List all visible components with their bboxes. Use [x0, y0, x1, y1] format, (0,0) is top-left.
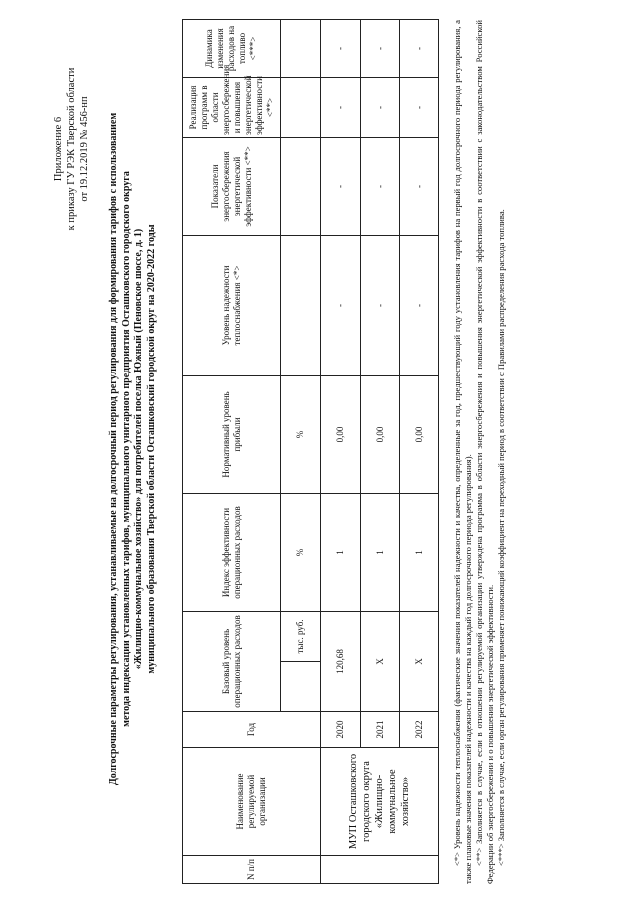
footnotes — [452, 20, 507, 884]
cell-base: 120,68 — [321, 611, 361, 711]
cell-energy: - — [400, 137, 439, 235]
appendix-block — [52, 24, 91, 274]
cell-programs: - — [400, 77, 439, 137]
units-programs — [281, 77, 321, 137]
table-row — [321, 19, 361, 883]
footnote-3: <***> Заполняется в случае, если орган регулирования применяет понижающий коэффициент на переходный период в соответствии с Правилами распределения расхода топлива. — [496, 209, 506, 866]
cell-index: 1 — [400, 493, 439, 611]
footnote-2: <**> Заполняется в случае, если в отношении регулируемой организации утверждена программа в области энергосбережения и повышения энергетической эффективности в соответствии с законодательством Российской Федерации об энергосбережении и о повышении энергетической эффективности. — [474, 20, 495, 884]
cell-reliability: - — [321, 235, 361, 375]
cell-fuel: - — [321, 19, 361, 77]
cell-energy: - — [361, 137, 400, 235]
cell-reliability: - — [361, 235, 400, 375]
cell-year: 2021 — [361, 712, 400, 748]
footnote-1: <*> Уровень надежности теплоснабжения (фактические значения показателей надежности и качества, определенные за год, предшествующий году установления тарифов на первый год долгосрочного периода регулирования, а также плановые значения показателей надежности и качества на каждый год долгосрочного периода регулирования). — [452, 20, 473, 884]
cell-year: 2022 — [400, 712, 439, 748]
cell-fuel: - — [361, 19, 400, 77]
header-year: Год — [183, 712, 321, 748]
header-reliability: Уровень надежности теплоснабжения <*> — [183, 235, 281, 375]
appendix-line-2: к приказу ГУ РЭК Тверской области — [66, 67, 77, 231]
row-num — [321, 856, 439, 884]
org-name: МУП Осташковского городского округа «Жилищно-коммунальное хозяйство» — [321, 748, 439, 856]
header-fuel: Динамика изменения расходов на топливо <***> — [183, 19, 281, 77]
units-base-spacer — [281, 662, 321, 712]
cell-base: Х — [400, 611, 439, 711]
units-profit: % — [281, 375, 321, 493]
header-index: Индекс эффективности операционных расходов — [183, 493, 281, 611]
cell-fuel: - — [400, 19, 439, 77]
header-profit: Нормативный уровень прибыли — [183, 375, 281, 493]
cell-index: 1 — [361, 493, 400, 611]
appendix-line-3: от 19.12.2019 № 456-нп — [79, 96, 90, 202]
cell-profit: 0,00 — [321, 375, 361, 493]
units-reliability — [281, 235, 321, 375]
title-line-1: Долгосрочные параметры регулирования, устанавливаемые на долгосрочный период регулирования для формирования тарифов с использованием — [108, 112, 119, 786]
units-energy — [281, 137, 321, 235]
header-org: Наименование регулируемой организации — [183, 748, 321, 856]
title-line-2: метода индексации установленных тарифов, муниципального унитарного предприятия Осташковского городского округа — [120, 171, 132, 727]
parameters-table — [182, 19, 439, 884]
cell-energy: - — [321, 137, 361, 235]
title-line-4: муниципального образования Тверской области Осташковский городской округ на 2020-2022 годы — [145, 224, 157, 674]
cell-reliability: - — [400, 235, 439, 375]
header-num: N п/п — [183, 856, 321, 884]
cell-profit: 0,00 — [361, 375, 400, 493]
header-energy: Показатели энергосбережения энергетической эффективности <**> — [183, 137, 281, 235]
cell-year: 2020 — [321, 712, 361, 748]
header-row — [183, 19, 281, 883]
cell-profit: 0,00 — [400, 375, 439, 493]
title-line-3: «Жилищно-коммунальное хозяйство» для потребителей поселка Южный (Пеновское шоссе, д. 1) — [133, 228, 144, 670]
document-title — [108, 104, 158, 794]
cell-programs: - — [321, 77, 361, 137]
units-fuel — [281, 19, 321, 77]
header-programs: Реализация программ в области энергосбережения и повышения энергетической эффективности <**> — [183, 77, 281, 137]
header-base: Базовый уровень операционных расходов — [183, 611, 281, 711]
units-index: % — [281, 493, 321, 611]
cell-index: 1 — [321, 493, 361, 611]
units-base: тыс. руб. — [281, 611, 321, 661]
cell-programs: - — [361, 77, 400, 137]
cell-base: Х — [361, 611, 400, 711]
appendix-line-1: Приложение 6 — [53, 116, 64, 182]
